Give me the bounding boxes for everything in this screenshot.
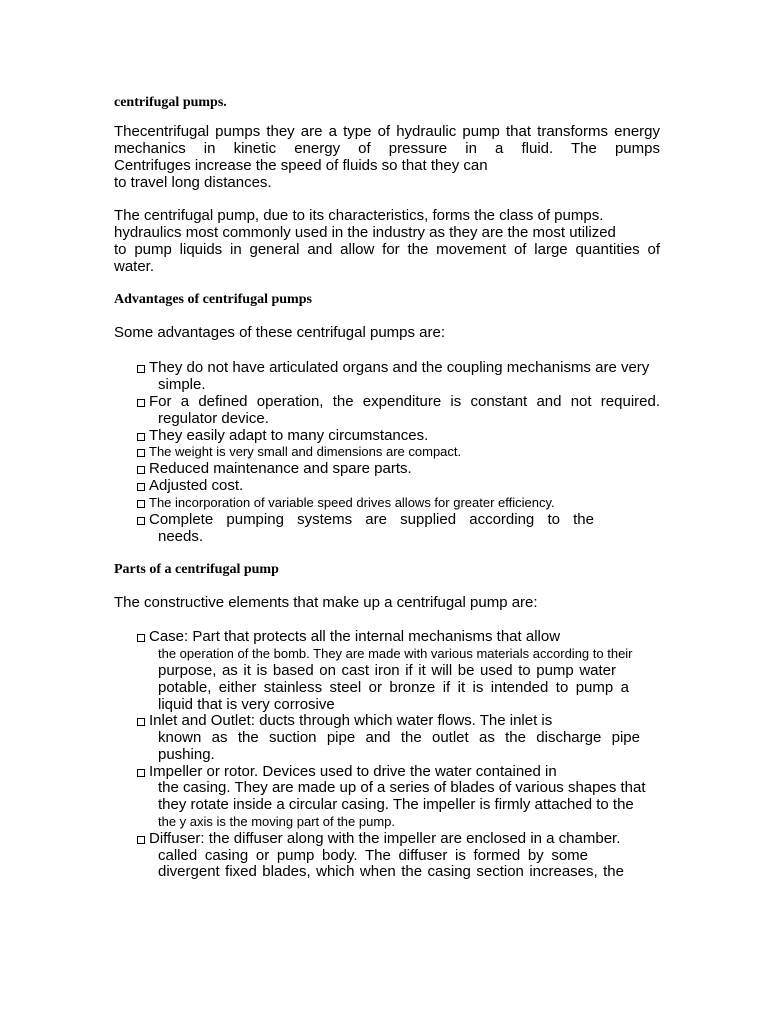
checkbox-bullet-icon [137, 769, 145, 777]
checkbox-bullet-icon [137, 836, 145, 844]
part-item-continued: known as the suction pipe and the outlet as the discharge pipe [158, 729, 640, 746]
part-item-continued: purpose, as it is based on cast iron if it will be used to pump water [158, 662, 616, 679]
advantage-item: The incorporation of variable speed drives allows for greater efficiency. [137, 494, 660, 511]
advantage-item-continued: regulator device. [158, 410, 269, 427]
part-item-continued: divergent fixed blades, which when the casing section increases, the [158, 863, 624, 880]
intro-line-3: Centrifuges increase the speed of fluids so that they can [114, 157, 488, 174]
advantage-item: For a defined operation, the expenditure is constant and not required. [137, 393, 660, 410]
checkbox-bullet-icon [137, 449, 145, 457]
intro-line-4: to travel long distances. [114, 174, 272, 191]
checkbox-bullet-icon [137, 466, 145, 474]
part-item: Inlet and Outlet: ducts through which water flows. The inlet is [137, 712, 660, 729]
part-item-continued: the casing. They are made up of a series of blades of various shapes that [158, 779, 646, 796]
intro-line-1: Thecentrifugal pumps they are a type of hydraulic pump that transforms energy [114, 123, 660, 140]
para2-line-2: hydraulics most commonly used in the industry as they are the most utilized [114, 224, 616, 241]
parts-intro: The constructive elements that make up a centrifugal pump are: [114, 594, 538, 611]
checkbox-bullet-icon [137, 483, 145, 491]
advantages-intro: Some advantages of these centrifugal pumps are: [114, 324, 446, 341]
para2-line-4: water. [114, 258, 155, 275]
intro-line-2 [114, 140, 660, 157]
advantages-heading: Advantages of centrifugal pumps [114, 292, 312, 307]
advantage-item: The weight is very small and dimensions are compact. [137, 443, 660, 460]
checkbox-bullet-icon [137, 399, 145, 407]
checkbox-bullet-icon [137, 517, 145, 525]
advantage-item-continued: simple. [158, 376, 206, 393]
intro-line-2-text: mechanics in kinetic energy of pressure in a fluid. The pumps [114, 140, 660, 157]
document-title: centrifugal pumps. [114, 95, 227, 110]
checkbox-bullet-icon [137, 365, 145, 373]
advantage-item: Complete pumping systems are supplied according to the [137, 511, 594, 528]
checkbox-bullet-icon [137, 634, 145, 642]
checkbox-bullet-icon [137, 500, 145, 508]
advantage-item: They easily adapt to many circumstances. [137, 427, 660, 444]
advantage-item: Adjusted cost. [137, 477, 660, 494]
part-item-continued: potable, either stainless steel or bronze if it is intended to pump a [158, 679, 629, 696]
part-item: Diffuser: the diffuser along with the impeller are enclosed in a chamber. [137, 830, 660, 847]
advantage-item: They do not have articulated organs and the coupling mechanisms are very [137, 359, 660, 376]
part-item-continued: they rotate inside a circular casing. The impeller is firmly attached to the [158, 796, 634, 813]
part-item-continued: liquid that is very corrosive [158, 696, 335, 713]
part-item-continued: pushing. [158, 746, 215, 763]
checkbox-bullet-icon [137, 433, 145, 441]
part-item: Case: Part that protects all the internal mechanisms that allow [137, 628, 660, 645]
part-item: Impeller or rotor. Devices used to drive the water contained in [137, 763, 660, 780]
checkbox-bullet-icon [137, 718, 145, 726]
para2-line-3: to pump liquids in general and allow for the movement of large quantities of [114, 241, 660, 258]
part-item-continued: the operation of the bomb. They are made with various materials according to their [158, 646, 633, 661]
part-item-continued: the y axis is the moving part of the pump. [158, 814, 396, 829]
advantage-item-continued: needs. [158, 528, 204, 545]
part-item-continued: called casing or pump body. The diffuser is formed by some [158, 847, 588, 864]
parts-heading: Parts of a centrifugal pump [114, 562, 279, 577]
advantage-item: Reduced maintenance and spare parts. [137, 460, 660, 477]
para2-line-1: The centrifugal pump, due to its characteristics, forms the class of pumps. [114, 207, 604, 224]
